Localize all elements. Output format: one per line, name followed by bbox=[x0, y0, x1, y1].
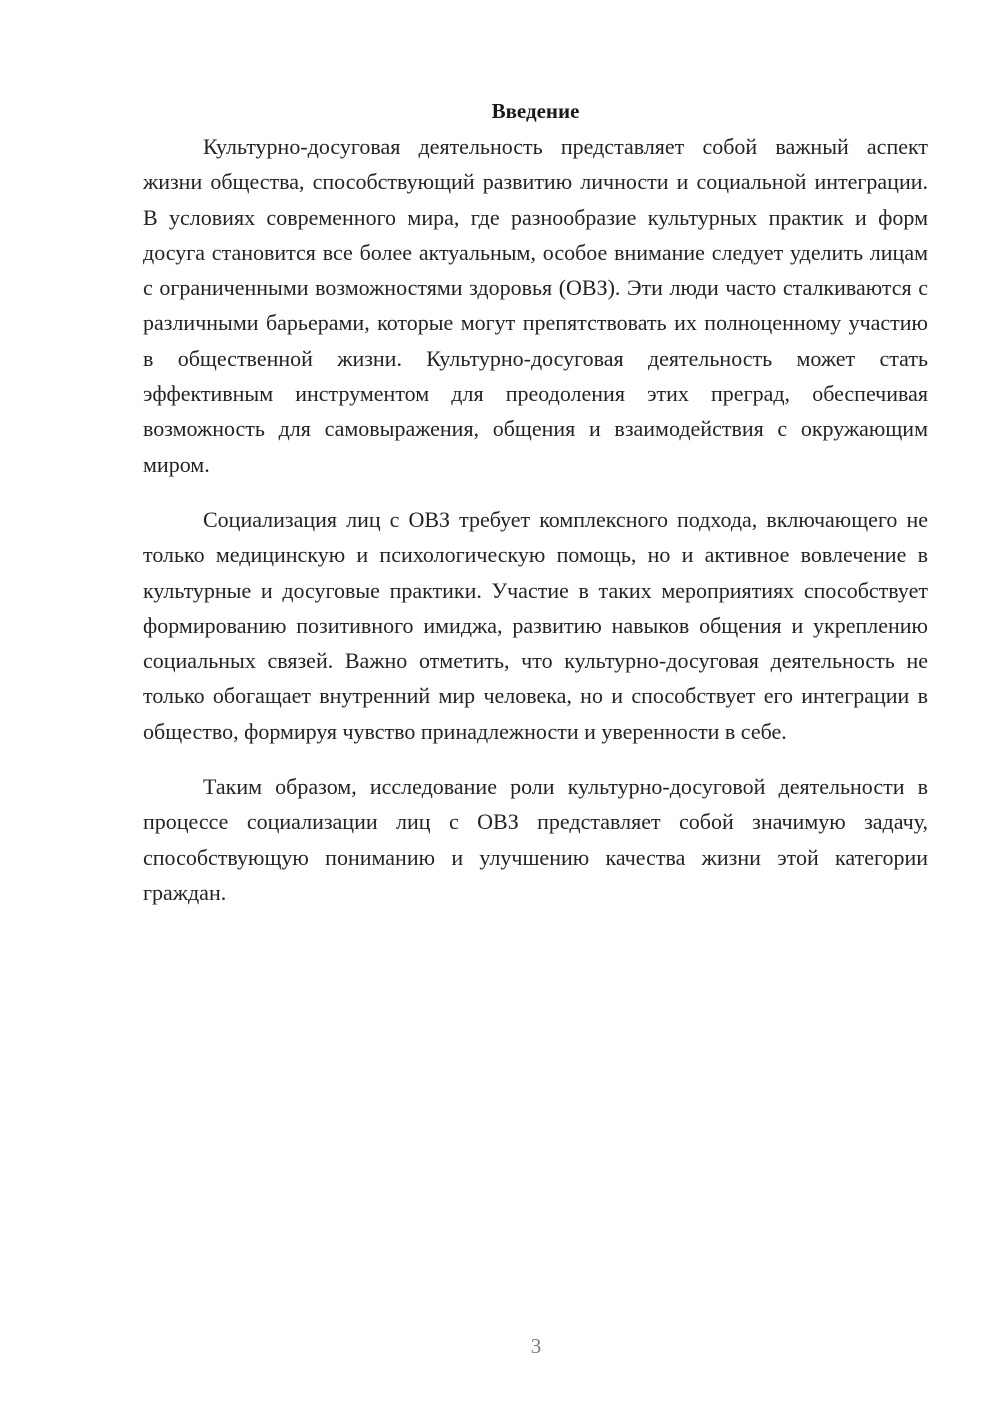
paragraph: Таким образом, исследование роли культурно-досуговой деятельности в процессе социализации лиц с ОВЗ представляет собой значимую задачу, способствующую пониманию и улучшению качества жизни этой категории граждан. bbox=[143, 774, 928, 905]
page-content bbox=[143, 95, 928, 910]
page-number: 3 bbox=[530, 1334, 542, 1358]
paragraph: Культурно-досуговая деятельность представляет собой важный аспект жизни общества, способствующий развитию личности и социальной интеграции. В условиях современного мира, где разнообразие культурных практик и форм досуга становится все более актуальным, особое внимание следует уделить лицам с ограниченными возможностями здоровья (ОВЗ). Эти люди часто сталкиваются с различными барьерами, которые могут препятствовать их полноценному участию в общественной жизни. Культурно-досуговая деятельность может стать эффективным инструментом для преодоления этих преград, обеспечивая возможность для самовыражения, общения и взаимодействия с окружающим миром. bbox=[143, 134, 928, 477]
paragraph: Социализация лиц с ОВЗ требует комплексного подхода, включающего не только медицинскую и психологическую помощь, но и активное вовлечение в культурные и досуговые практики. Участие в таких мероприятиях способствует формированию позитивного имиджа, развитию навыков общения и укреплению социальных связей. Важно отметить, что культурно-досуговая деятельность не только обогащает внутренний мир человека, но и способствует его интеграции в общество, формируя чувство принадлежности и уверенности в себе. bbox=[143, 506, 928, 744]
section-heading: Введение bbox=[491, 99, 580, 123]
